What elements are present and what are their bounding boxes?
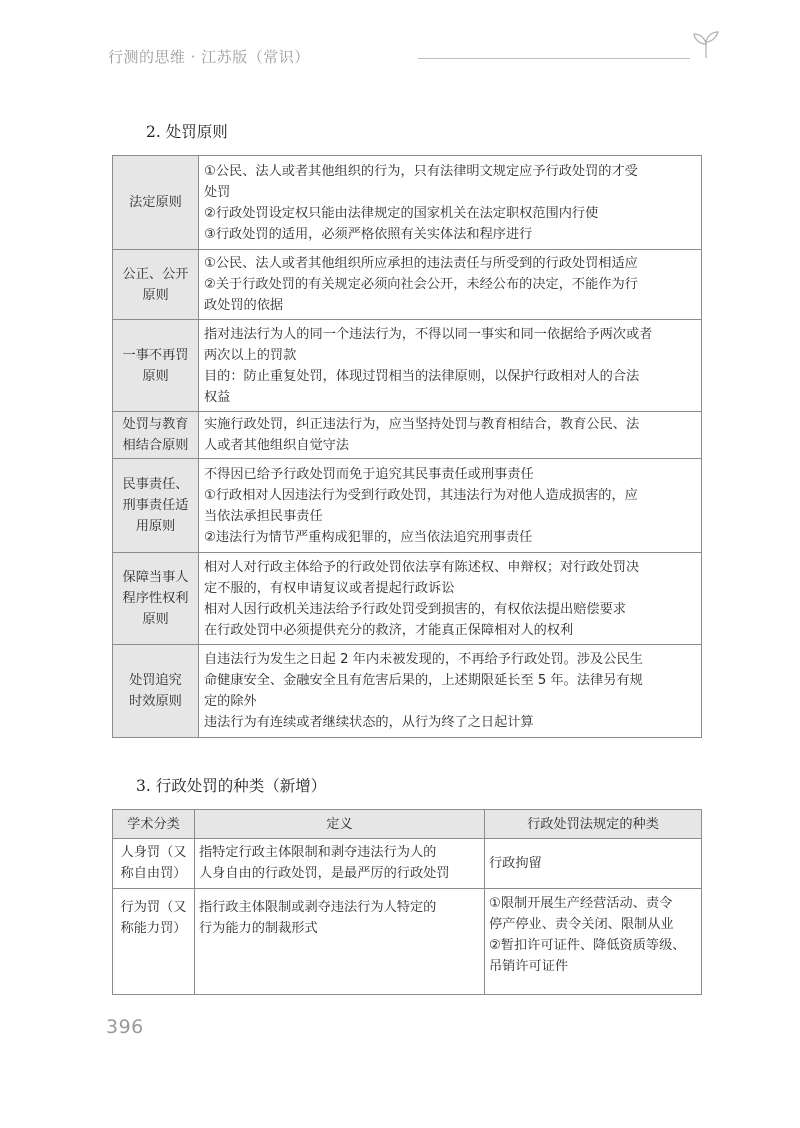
principle-content: 自违法行为发生之日起 2 年内未被发现的，不再给予行政处罚。涉及公民生 命健康安全、金融安全且有危害后果的，上述期限延长至 5 年。法律另有规 定的除外 违法行为有连续或者继续状态的，从行为终了之日起计算 [199, 645, 702, 738]
category-cell: 行为罚（又 称能力罚） [113, 889, 195, 995]
principles-table [112, 155, 702, 738]
section-heading-principles: 2. 处罚原则 [146, 123, 228, 141]
statutory-type-cell: 行政拘留 [485, 839, 702, 889]
definition-cell: 指行政主体限制或剥夺违法行为人特定的 行为能力的制裁形式 [195, 889, 485, 995]
running-header [108, 46, 710, 70]
table-row [113, 839, 702, 889]
table-row [113, 889, 702, 995]
column-header-category: 学术分类 [113, 810, 195, 839]
table-row [113, 459, 702, 553]
table-row [113, 320, 702, 412]
column-header-statutory-types: 行政处罚法规定的种类 [485, 810, 702, 839]
sprout-icon [688, 30, 724, 60]
table-row [113, 553, 702, 645]
header-rule [418, 58, 690, 59]
principle-content: ①公民、法人或者其他组织所应承担的违法责任与所受到的行政处罚相适应 ②关于行政处罚的有关规定必须向社会公开，未经公布的决定，不能作为行 政处罚的依据 [199, 250, 702, 320]
column-header-definition: 定义 [195, 810, 485, 839]
statutory-type-cell: ①限制开展生产经营活动、责令 停产停业、责令关闭、限制从业 ②暂扣许可证件、降低资质等级、 吊销许可证件 [485, 889, 702, 995]
principle-label: 民事责任、 刑事责任适 用原则 [113, 459, 199, 553]
category-cell: 人身罚（又 称自由罚） [113, 839, 195, 889]
table-row [113, 412, 702, 459]
principle-label: 处罚追究 时效原则 [113, 645, 199, 738]
principle-content: 不得因已给予行政处罚而免于追究其民事责任或刑事责任 ①行政相对人因违法行为受到行政处罚，其违法行为对他人造成损害的，应 当依法承担民事责任 ②违法行为情节严重构成犯罪的，应当依法追究刑事责任 [199, 459, 702, 553]
principle-label: 一事不再罚 原则 [113, 320, 199, 412]
penalty-types-table [112, 809, 702, 995]
table-header-row [113, 810, 702, 839]
principle-label: 法定原则 [113, 156, 199, 250]
definition-cell: 指特定行政主体限制和剥夺违法行为人的 人身自由的行政处罚，是最严厉的行政处罚 [195, 839, 485, 889]
page-number: 396 [106, 1016, 144, 1038]
principle-content: 实施行政处罚，纠正违法行为，应当坚持处罚与教育相结合，教育公民、法 人或者其他组织自觉守法 [199, 412, 702, 459]
principle-content: 指对违法行为人的同一个违法行为，不得以同一事实和同一依据给予两次或者 两次以上的罚款 目的：防止重复处罚，体现过罚相当的法律原则，以保护行政相对人的合法 权益 [199, 320, 702, 412]
table-row [113, 156, 702, 250]
principle-label: 保障当事人 程序性权利 原则 [113, 553, 199, 645]
table-row [113, 250, 702, 320]
principle-label: 公正、公开 原则 [113, 250, 199, 320]
principle-content: ①公民、法人或者其他组织的行为，只有法律明文规定应予行政处罚的才受 处罚 ②行政处罚设定权只能由法律规定的国家机关在法定职权范围内行使 ③行政处罚的适用，必须严格依照有关实体法和程序进行 [199, 156, 702, 250]
principle-content: 相对人对行政主体给予的行政处罚依法享有陈述权、申辩权；对行政处罚决 定不服的，有权申请复议或者提起行政诉讼 相对人因行政机关违法给予行政处罚受到损害的，有权依法提出赔偿要求 在行政处罚中必须提供充分的救济，才能真正保障相对人的权利 [199, 553, 702, 645]
principle-label: 处罚与教育 相结合原则 [113, 412, 199, 459]
book-title: 行测的思维 · 江苏版（常识） [108, 48, 310, 66]
table-row [113, 645, 702, 738]
section-heading-types: 3. 行政处罚的种类（新增） [136, 777, 327, 795]
